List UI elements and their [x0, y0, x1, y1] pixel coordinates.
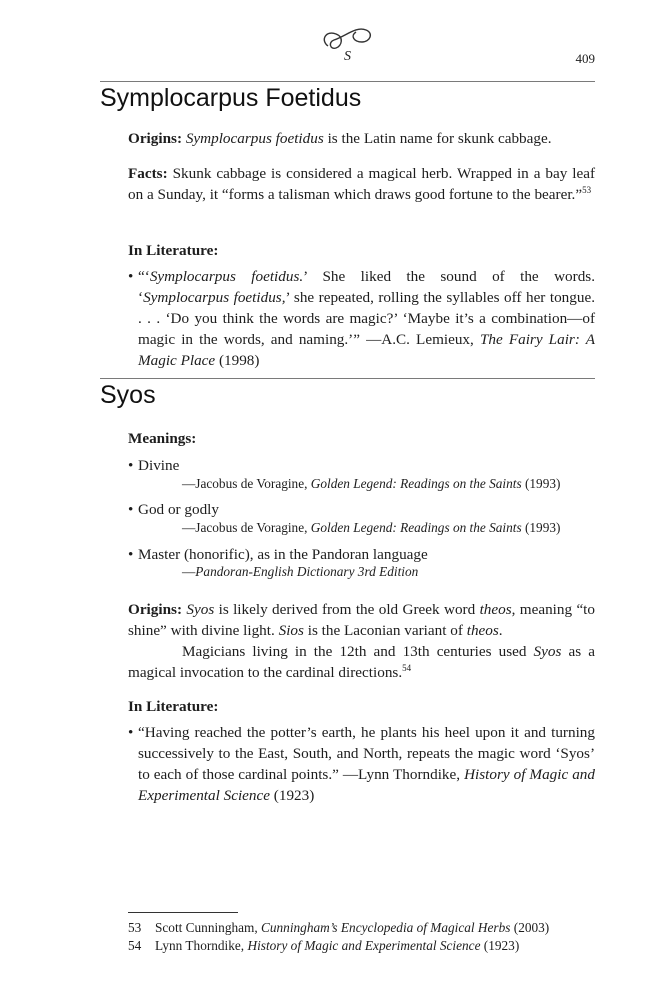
footnote-year: (2003) — [510, 920, 550, 935]
citation-title: Pandoran-English Dictionary 3rd Edition — [195, 564, 419, 579]
entry-title: Symplocarpus Foetidus — [100, 84, 362, 112]
quote-text: “‘ — [138, 268, 150, 285]
quote-italic: Symplocarpus foetidus, — [143, 289, 286, 306]
meaning-text: Divine — [138, 457, 180, 474]
origins-term: Syos — [186, 601, 215, 618]
meaning-text: God or godly — [138, 501, 219, 518]
footnote-author: Lynn Thorndike, — [155, 938, 248, 953]
origins-paragraph — [128, 599, 595, 641]
citation-year: (1993) — [521, 476, 561, 491]
literature-label: In Literature: — [128, 242, 219, 259]
footnote-title: History of Magic and Experimental Science — [247, 938, 481, 953]
ornament-letter: S — [344, 49, 351, 64]
meaning-item — [128, 544, 595, 565]
origins-paragraph — [128, 128, 595, 149]
entry-title: Syos — [100, 381, 156, 409]
literature-quote — [128, 722, 595, 806]
section-divider — [100, 81, 595, 82]
citation-title: Golden Legend: Readings on the Saints — [310, 520, 522, 535]
origins-text: is the Laconian variant of — [303, 622, 467, 639]
quote-text: ’ She liked the sound of the words. ‘ — [138, 268, 595, 306]
quote-text: “Having reached the potter’s earth, he plants his heel upon it and turning successively to the East, South, and North, repeats the magic word ‘Syos’ to each of those cardinal points.” —Lynn Thorndike, — [138, 724, 595, 783]
origins-text: Magicians living in the 12th and 13th centuries used — [182, 643, 534, 660]
citation-author: — — [182, 564, 196, 579]
footnote-ref: 53 — [582, 184, 592, 195]
quote-year: (1923) — [270, 787, 315, 804]
origins-text: is the Latin name for skunk cabbage. — [323, 130, 552, 147]
bullet-icon: • — [128, 546, 134, 563]
section-divider — [100, 378, 595, 379]
footnote-divider — [128, 912, 238, 913]
footnote — [128, 937, 519, 955]
origins-term: Sios — [278, 622, 304, 639]
meaning-item — [128, 499, 595, 520]
facts-paragraph — [128, 163, 595, 205]
meaning-item — [128, 455, 595, 476]
literature-heading — [128, 696, 595, 717]
bullet-icon: • — [128, 268, 134, 285]
quote-italic: Symplocarpus foetidus. — [149, 268, 304, 285]
meanings-heading — [128, 428, 595, 449]
facts-text: Skunk cabbage is considered a magical herb. Wrapped in a bay leaf on a Sunday, it “forms a talisman which draws good fortune to the bearer.” — [128, 165, 596, 203]
literature-heading — [128, 240, 595, 261]
footnote-ref: 54 — [402, 662, 412, 673]
quote-book-title: History of Magic and Experimental Science — [138, 766, 595, 804]
literature-quote — [128, 266, 595, 371]
origins-term: theos — [466, 622, 499, 639]
meanings-label: Meanings: — [128, 430, 197, 447]
citation-author: —Jacobus de Voragine, — [182, 520, 311, 535]
quote-book-title: The Fairy Lair: A Magic Place — [138, 331, 595, 369]
footnote-title: Cunningham’s Encyclopedia of Magical Herbs — [261, 920, 511, 935]
footnote-number: 53 — [128, 920, 142, 935]
ornament-s-icon — [316, 22, 380, 66]
literature-label: In Literature: — [128, 698, 219, 715]
origins-paragraph-2 — [128, 641, 595, 683]
bullet-icon: • — [128, 457, 134, 474]
citation-title: Golden Legend: Readings on the Saints — [310, 476, 522, 491]
origins-label: Origins: — [128, 601, 183, 618]
quote-text: ’ she repeated, rolling the syllables off her tongue. . . . ‘Do you think the words are magic?’ ‘Maybe it’s a combination—of magic in the words, and naming.’” —A.C. Lemieux, — [138, 289, 595, 348]
origins-term: Symplocarpus foetidus — [185, 130, 324, 147]
facts-label: Facts: — [128, 165, 168, 182]
origins-text: . — [498, 622, 503, 639]
bullet-icon: • — [128, 724, 134, 741]
footnote-number: 54 — [128, 938, 142, 953]
origins-term: theos — [479, 601, 512, 618]
origins-label: Origins: — [128, 130, 183, 147]
citation-year: (1993) — [521, 520, 561, 535]
quote-year: (1998) — [215, 352, 260, 369]
meaning-citation — [182, 563, 418, 581]
page-number: 409 — [575, 51, 595, 66]
citation-author: —Jacobus de Voragine, — [182, 476, 311, 491]
footnote — [128, 919, 549, 937]
meaning-citation — [182, 475, 560, 493]
footnote-year: (1923) — [480, 938, 520, 953]
origins-term: Syos — [533, 643, 562, 660]
footnote-author: Scott Cunningham, — [155, 920, 262, 935]
meaning-text: Master (honorific), as in the Pandoran language — [138, 546, 428, 563]
origins-text: as a magical invocation to the cardinal directions. — [128, 643, 595, 681]
bullet-icon: • — [128, 501, 134, 518]
origins-text: , meaning “to shine” with divine light. — [128, 601, 595, 639]
origins-text: is likely derived from the old Greek word — [214, 601, 480, 618]
meaning-citation — [182, 519, 560, 537]
